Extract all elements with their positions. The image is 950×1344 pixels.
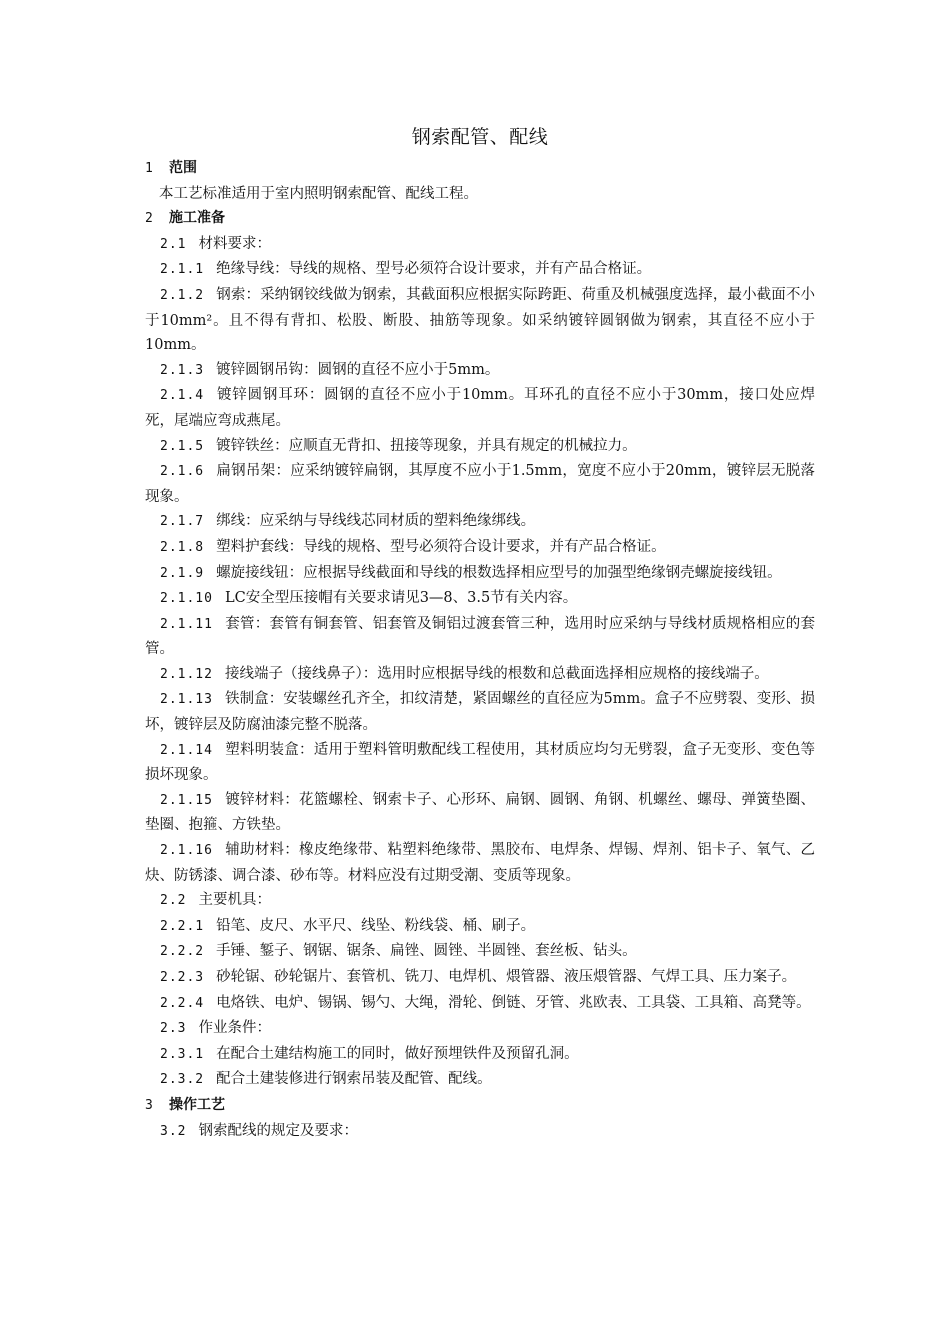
- paragraph: [145, 232, 815, 258]
- section-heading: [145, 156, 815, 182]
- document-title: 钢索配管、配线: [411, 126, 549, 148]
- paragraph: [145, 662, 815, 688]
- clause-number: 2.1.12: [160, 666, 213, 682]
- paragraph: [145, 914, 815, 940]
- paragraph-text: 作业条件：: [198, 1020, 271, 1037]
- paragraph-text: 主要机具：: [198, 892, 271, 909]
- paragraph-text: 手锤、錾子、钢锯、锯条、扁锉、圆锉、半圆锉、套丝板、钻头。: [216, 943, 637, 960]
- clause-number: 2.1.13: [160, 692, 213, 708]
- clause-number: 2.2.3: [160, 970, 205, 985]
- clause-number: 2.2.2: [160, 944, 205, 960]
- section-title: 范围: [169, 160, 197, 176]
- paragraph-text: 砂轮锯、砂轮锯片、套管机、铣刀、电焊机、煨管器、液压煨管器、气焊工具、压力案子。: [216, 969, 797, 985]
- paragraph: [145, 1067, 815, 1093]
- clause-number: 3.2: [160, 1123, 187, 1139]
- clause-number: 2.2.4: [160, 995, 205, 1011]
- clause-number: 2.1.9: [160, 565, 205, 581]
- document-body: [145, 120, 815, 1144]
- paragraph-text: 材料要求：: [198, 235, 271, 252]
- section-number: 2: [145, 211, 153, 227]
- paragraph-text: 扁钢吊架：应采纳镀锌扁钢，其厚度不应小于1.5mm，宽度不应小于20mm，镀锌层无脱落现象。: [145, 463, 815, 505]
- paragraph: [145, 1119, 815, 1145]
- clause-number: 2.1.3: [160, 362, 205, 378]
- paragraph: [145, 612, 815, 662]
- paragraph-text: 辅助材料：橡皮绝缘带、粘塑料绝缘带、黑胶布、电焊条、焊锡、焊剂、铝卡子、氧气、乙炔、防锈漆、调合漆、砂布等。材料应没有过期受潮、变质等现象。: [145, 842, 815, 884]
- paragraph-text: 镀锌铁丝：应顺直无背扣、扭接等现象，并具有规定的机械拉力。: [216, 437, 637, 454]
- section-number: 3: [145, 1097, 153, 1113]
- clause-number: 2.3: [160, 1021, 187, 1037]
- paragraph: [145, 283, 815, 358]
- paragraph-text: 本工艺标准适用于室内照明钢索配管、配线工程。: [159, 185, 478, 202]
- clause-number: 2.1.1: [160, 262, 205, 278]
- document-blocks: [145, 156, 815, 1144]
- paragraph: [145, 383, 815, 433]
- paragraph-text: LC安全型压接帽有关要求请见3—8、3.5节有关内容。: [224, 590, 578, 607]
- paragraph-text: 塑料明装盒：适用于塑料管明敷配线工程使用，其材质应均匀无劈裂，盒子无变形、变色等损坏现象。: [145, 741, 815, 784]
- clause-number: 2.1.6: [160, 464, 205, 480]
- paragraph-text: 钢索配线的规定及要求：: [198, 1122, 358, 1139]
- paragraph: [145, 687, 815, 737]
- clause-number: 2.1.14: [160, 742, 213, 758]
- paragraph-text: 绝缘导线：导线的规格、型号必须符合设计要求，并有产品合格证。: [216, 261, 652, 278]
- clause-number: 2.2.1: [160, 918, 205, 934]
- paragraph: [145, 561, 815, 587]
- paragraph: [145, 838, 815, 888]
- clause-number: 2.1.10: [160, 591, 213, 607]
- paragraph-text: 塑料护套线：导线的规格、型号必须符合设计要求，并有产品合格证。: [216, 538, 666, 555]
- clause-number: 2.3.2: [160, 1072, 205, 1088]
- paragraph: [145, 586, 815, 612]
- paragraph-text: 配合土建装修进行钢索吊装及配管、配线。: [216, 1071, 492, 1088]
- paragraph: [145, 991, 815, 1017]
- paragraph-text: 电烙铁、电炉、锡锅、锡勺、大绳，滑轮、倒链、牙管、兆欧表、工具袋、工具箱、高凳等。: [216, 994, 811, 1011]
- paragraph-text: 铅笔、皮尺、水平尺、线坠、粉线袋、桶、刷子。: [216, 917, 536, 934]
- paragraph: [145, 509, 815, 535]
- clause-number: 2.1.2: [160, 287, 205, 303]
- paragraph: [145, 257, 815, 283]
- paragraph-text: 接线端子（接线鼻子）：选用时应根据导线的根数和总截面选择相应规格的接线端子。: [224, 665, 769, 682]
- paragraph-text: 镀锌圆钢吊钩：圆钢的直径不应小于5mm。: [216, 361, 500, 378]
- paragraph: [145, 965, 815, 991]
- section-title: 施工准备: [169, 210, 225, 227]
- paragraph: [145, 788, 815, 838]
- paragraph: [145, 939, 815, 965]
- paragraph-text: 在配合土建结构施工的同时，做好预埋铁件及预留孔洞。: [216, 1045, 579, 1062]
- paragraph-text: 钢索：采纳钢铰线做为钢索，其截面积应根据实际跨距、荷重及机械强度选择，最小截面不小于10mm²。且不得有背扣、松股、断股、抽筋等现象。如采纳镀锌圆钢做为钢索，其直径不应小于10mm。: [145, 286, 815, 354]
- paragraph: [145, 459, 815, 509]
- clause-number: 2.1.8: [160, 539, 205, 555]
- paragraph: [145, 1016, 815, 1042]
- section-heading: [145, 206, 815, 232]
- clause-number: 2.1.7: [160, 514, 205, 530]
- clause-number: 2.1.16: [160, 843, 213, 859]
- paragraph-text: 套管：套管有铜套管、铝套管及铜铝过渡套管三种，选用时应采纳与导线材质规格相应的套管。: [145, 615, 815, 658]
- paragraph: [145, 1042, 815, 1068]
- section-title: 操作工艺: [169, 1096, 225, 1113]
- paragraph-text: 镀锌圆钢耳环：圆钢的直径不应小于10mm。耳环孔的直径不应小于30mm，接口处应焊死，尾端应弯成燕尾。: [145, 387, 815, 429]
- clause-number: 2.1.15: [160, 792, 213, 808]
- section-heading: [145, 1093, 815, 1119]
- paragraph-text: 绑线：应采纳与导线线芯同材质的塑料绝缘绑线。: [216, 513, 536, 530]
- paragraph: [145, 358, 815, 384]
- section-number: 1: [145, 161, 153, 176]
- clause-number: 2.2: [160, 893, 187, 909]
- paragraph-text: 镀锌材料：花篮螺栓、钢索卡子、心形环、扁钢、圆钢、角钢、机螺丝、螺母、弹簧垫圈、垫圈、抱箍、方铁垫。: [145, 791, 815, 834]
- paragraph-text: 螺旋接线钮：应根据导线截面和导线的根数选择相应型号的加强型绝缘钢壳螺旋接线钮。: [216, 564, 782, 581]
- clause-number: 2.3.1: [160, 1046, 205, 1062]
- paragraph: [145, 182, 815, 207]
- paragraph: [145, 888, 815, 914]
- clause-number: 2.1.5: [160, 438, 205, 454]
- clause-number: 2.1.11: [160, 616, 213, 632]
- paragraph: [145, 738, 815, 788]
- clause-number: 2.1: [160, 236, 187, 252]
- paragraph: [145, 535, 815, 561]
- clause-number: 2.1.4: [160, 388, 205, 404]
- paragraph-text: 铁制盒：安装螺丝孔齐全，扣纹清楚，紧固螺丝的直径应为5mm。盒子不应劈裂、变形、损坏，镀锌层及防腐油漆完整不脱落。: [145, 691, 815, 734]
- paragraph: [145, 434, 815, 460]
